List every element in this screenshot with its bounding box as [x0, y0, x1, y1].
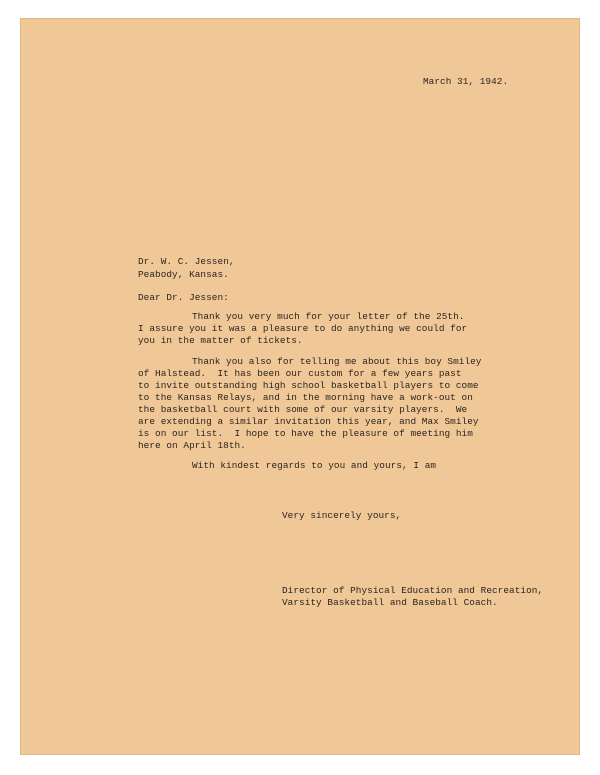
body-line: is on our list. I hope to have the pleasure of meeting him	[138, 428, 473, 439]
signature-subtitle: Varsity Basketball and Baseball Coach.	[282, 597, 498, 608]
recipient-address: Peabody, Kansas.	[138, 269, 229, 280]
body-line: of Halstead. It has been our custom for a few years past	[138, 368, 462, 379]
letter-page	[20, 18, 580, 755]
body-line: I assure you it was a pleasure to do anything we could for	[138, 323, 468, 334]
body-line: Thank you also for telling me about this boy Smiley	[192, 356, 482, 367]
body-line: Thank you very much for your letter of the 25th.	[192, 311, 465, 322]
body-line: With kindest regards to you and yours, I am	[192, 460, 437, 471]
body-line: here on April 18th.	[138, 440, 246, 451]
body-line: are extending a similar invitation this year, and Max Smiley	[138, 416, 479, 427]
letter-date: March 31, 1942.	[423, 76, 509, 87]
recipient-name: Dr. W. C. Jessen,	[138, 256, 235, 267]
closing: Very sincerely yours,	[282, 510, 402, 521]
body-line: the basketball court with some of our varsity players. We	[138, 404, 468, 415]
body-line: you in the matter of tickets.	[138, 335, 303, 346]
body-line: to the Kansas Relays, and in the morning have a work-out on	[138, 392, 473, 403]
body-line: to invite outstanding high school basketball players to come	[138, 380, 479, 391]
signature-title: Director of Physical Education and Recreation,	[282, 585, 544, 596]
salutation: Dear Dr. Jessen:	[138, 292, 229, 303]
